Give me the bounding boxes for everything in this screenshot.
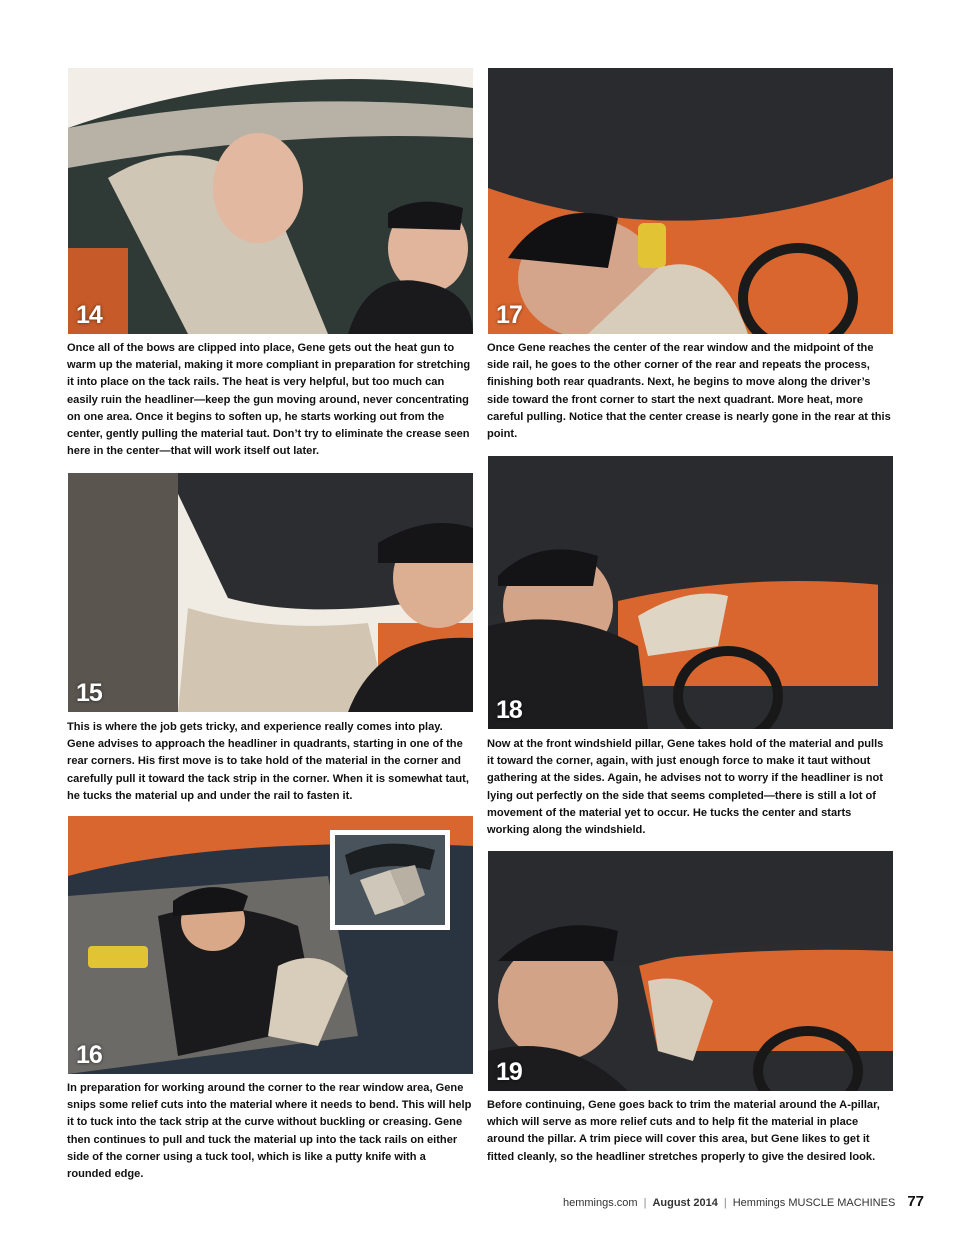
inset-photo-image bbox=[335, 835, 445, 925]
photo-14-image bbox=[68, 68, 473, 334]
photo-number: 15 bbox=[76, 679, 102, 707]
caption-19: Before continuing, Gene goes back to trim the material around the A-pillar, which will serve as more relief cuts and to help fit the material in place around the pillar. A trim piece will cover this area, but Gene likes to get it fitted cleanly, so the headliner stretches properly to give the desired look. bbox=[487, 1099, 880, 1163]
caption-15: This is where the job gets tricky, and experience really comes into play. Gene advises to approach the headliner in quadrants, starting in one of the rear corners. His first move is to take hold of the material in the corner and carefully pull it toward the tack strip in the corner. When it is somewhat taut, he tucks the material up and under the rail to fasten it. bbox=[67, 721, 469, 802]
photo-16 bbox=[68, 816, 473, 1074]
photo-18 bbox=[488, 456, 893, 729]
photo-15-image bbox=[68, 473, 473, 712]
page-number: 77 bbox=[907, 1193, 924, 1210]
photo-number: 16 bbox=[76, 1041, 102, 1069]
photo-19-image bbox=[488, 851, 893, 1091]
photo-17 bbox=[488, 68, 893, 334]
photo-19 bbox=[488, 851, 893, 1091]
caption-18: Now at the front windshield pillar, Gene takes hold of the material and pulls it toward the corner, again, with just enough force to make it taut without gathering at the sides. Again, he advises not to worry if the headliner is not lying out perfectly on the side that seems completed—there is still a lot of movement of the material yet to occur. He tucks the center and starts working along the windshield. bbox=[487, 738, 884, 837]
photo-14 bbox=[68, 68, 473, 334]
caption-16: In preparation for working around the corner to the rear window area, Gene snips some relief cuts into the material where it needs to bend. This will help it to tuck into the tack strip at the curve without buckling or creasing. Gene then continues to pull and tuck the material up into the tack rails on either side of the corner using a tuck tool, which is like a putty knife with a rounded edge. bbox=[67, 1082, 472, 1181]
photo-number: 14 bbox=[76, 301, 102, 329]
photo-number: 18 bbox=[496, 696, 522, 724]
photo-number: 19 bbox=[496, 1058, 522, 1086]
photo-15 bbox=[68, 473, 473, 712]
photo-17-image bbox=[488, 68, 893, 334]
caption-17: Once Gene reaches the center of the rear window and the midpoint of the side rail, he goes to the other corner of the rear and repeats the process, finishing both rear quadrants. Next, he begins to move along the driver’s side toward the front corner to start the next quadrant. More heat, more careful pulling. Notice that the center crease is nearly gone in the rear at this point. bbox=[487, 342, 891, 441]
footer-separator: | bbox=[723, 1197, 727, 1209]
inset-photo bbox=[330, 830, 450, 930]
footer-issue: August 2014 bbox=[652, 1197, 718, 1209]
footer-separator: | bbox=[643, 1197, 647, 1209]
footer-site: hemmings.com bbox=[563, 1197, 638, 1209]
page-footer bbox=[563, 1193, 924, 1210]
photo-18-image bbox=[488, 456, 893, 729]
footer-magazine: Hemmings MUSCLE MACHINES bbox=[732, 1197, 896, 1209]
caption-14: Once all of the bows are clipped into place, Gene gets out the heat gun to warm up the material, making it more compliant in preparation for stretching it into place on the tack rails. The heat is very helpful, but too much can easily ruin the headliner—keep the gun moving around, never concentrating on one area. Once it begins to soften up, he starts working out from the center, gently pulling the material taut. Don’t try to eliminate the crease seen here in the center—that will work itself out later. bbox=[67, 342, 471, 458]
photo-number: 17 bbox=[496, 301, 522, 329]
